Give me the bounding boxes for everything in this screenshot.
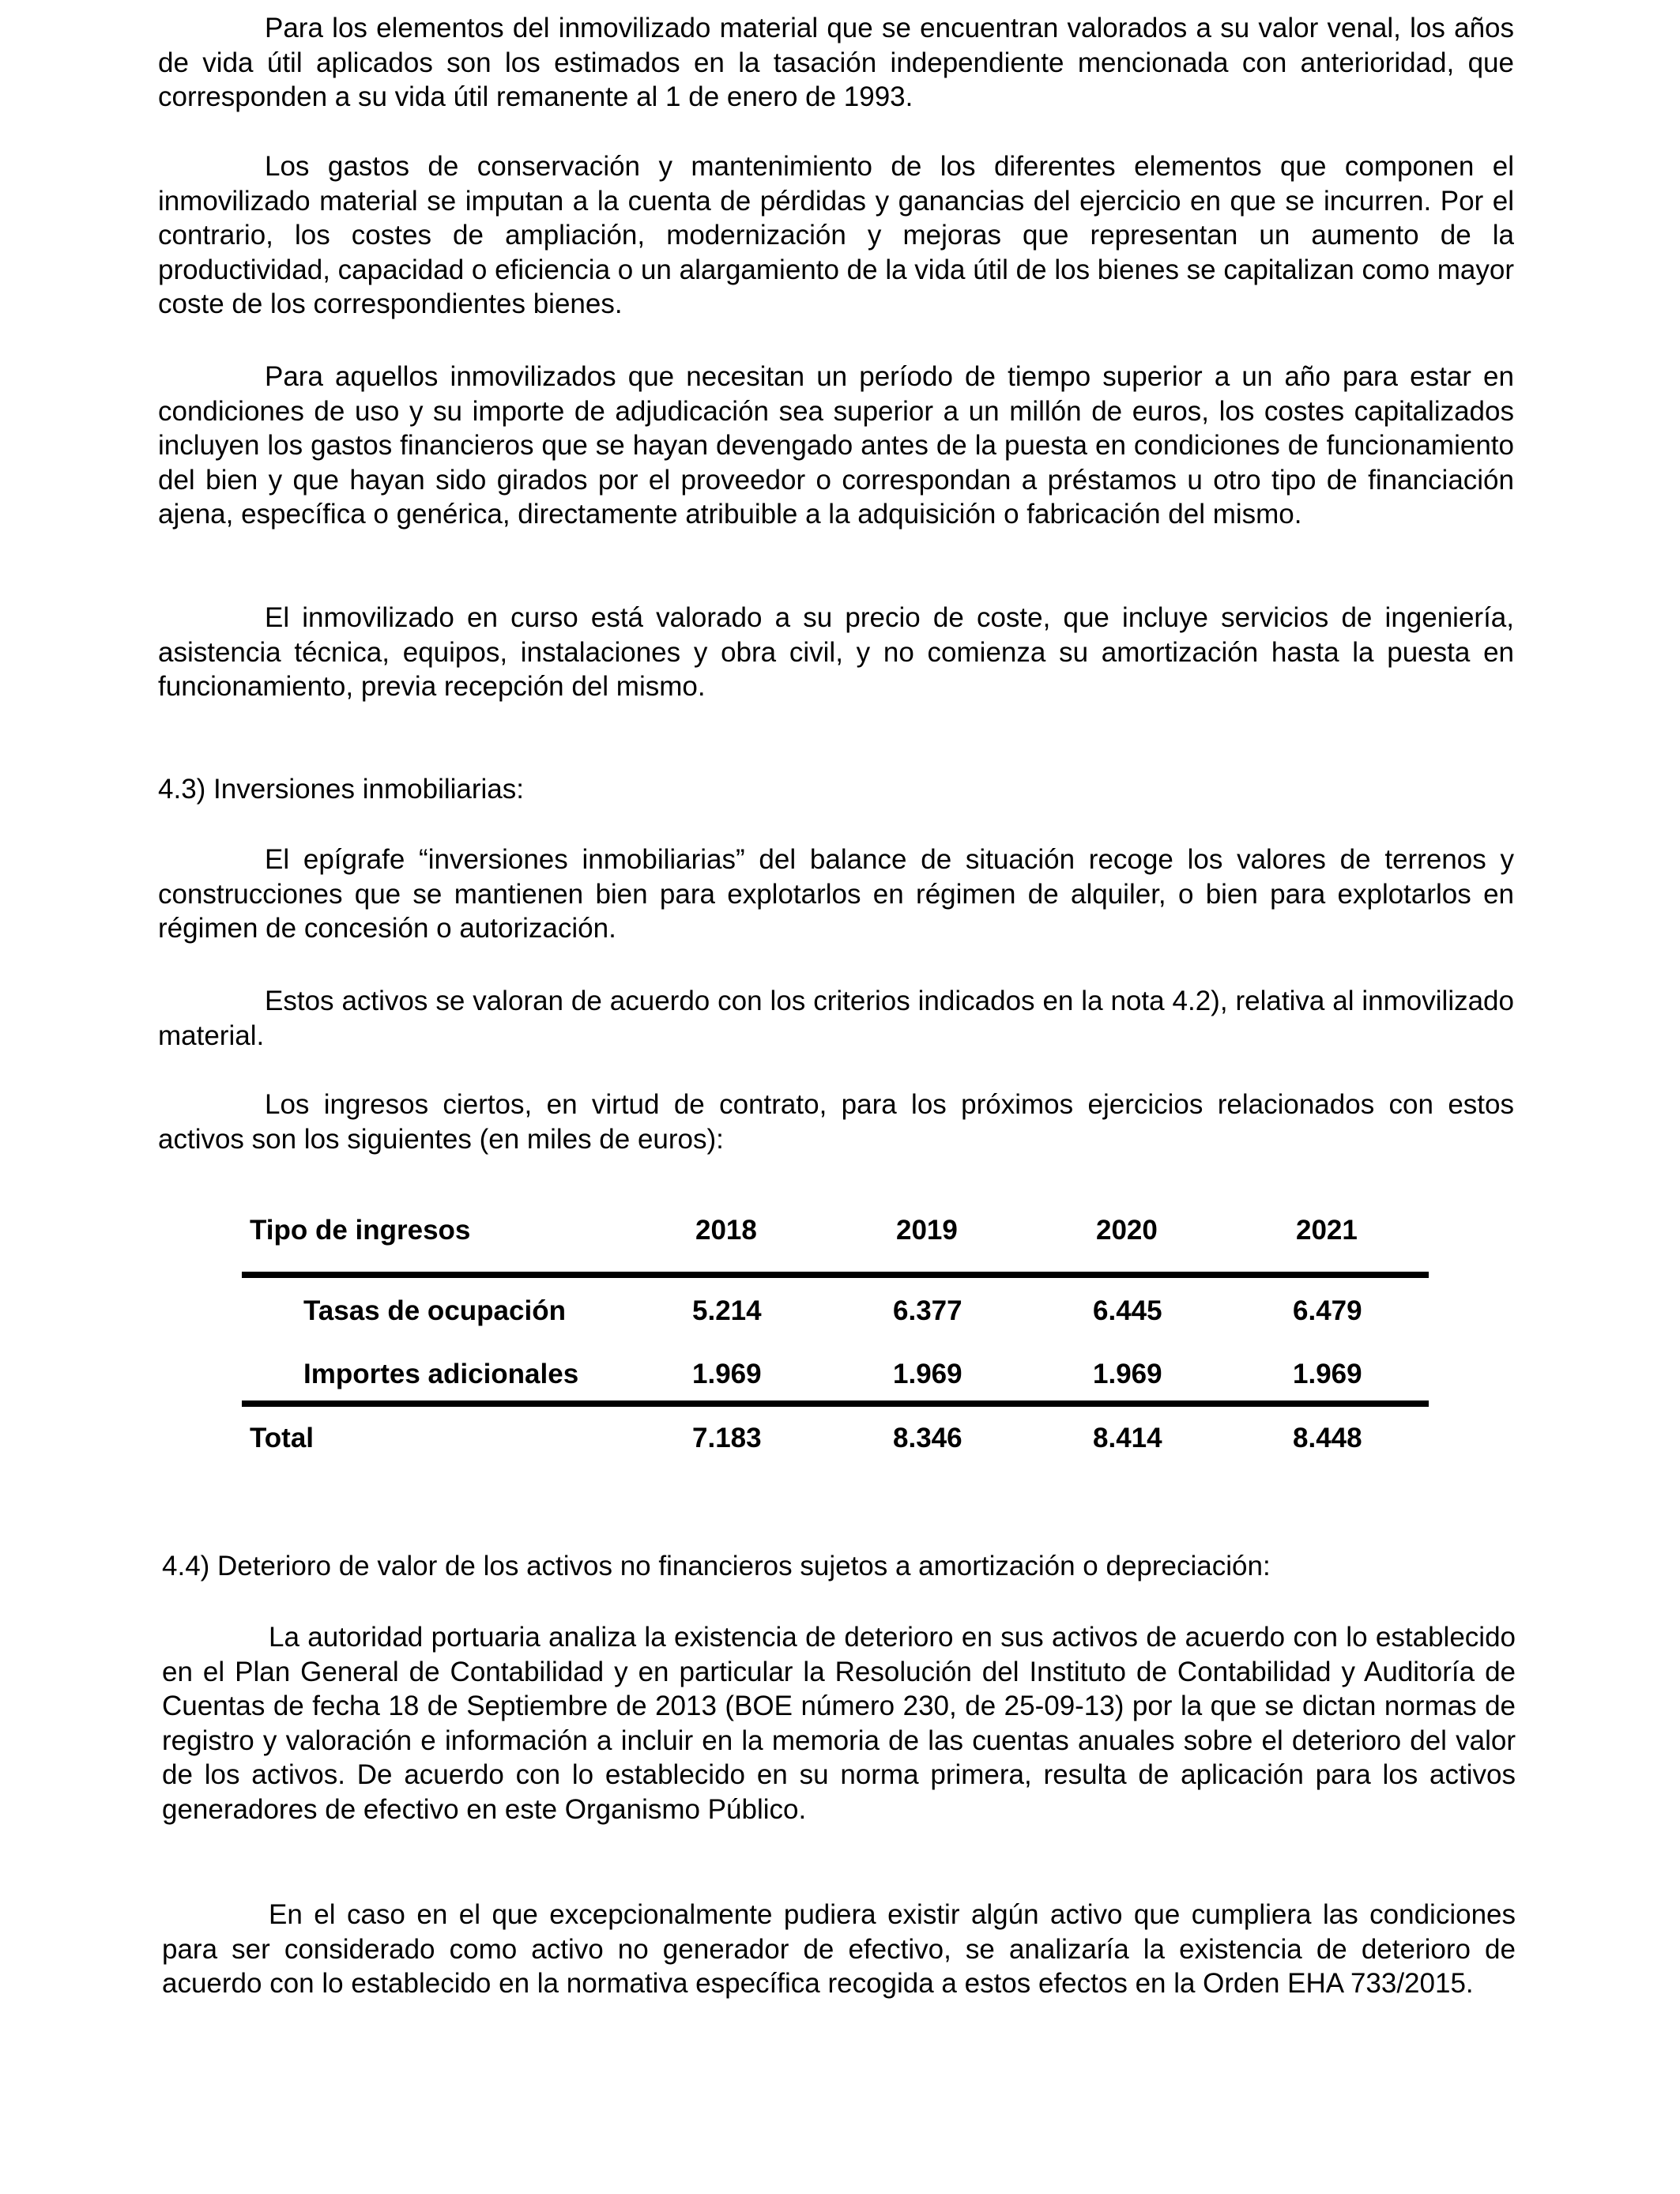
header-year-2019: 2019	[896, 1215, 958, 1246]
section-heading-4-4: 4.4) Deterioro de valor de los activos no financieros sujetos a amortización o depreciación:	[162, 1551, 1271, 1581]
header-tipo-ingresos: Tipo de ingresos	[250, 1215, 471, 1246]
header-year-2020: 2020	[1096, 1215, 1158, 1246]
table-cell: 6.377	[893, 1295, 962, 1326]
table-cell: 6.479	[1293, 1295, 1362, 1326]
row-label-tasas-ocupacion: Tasas de ocupación	[303, 1295, 566, 1326]
header-year-2021: 2021	[1296, 1215, 1358, 1246]
paragraph-inmovilizado-en-curso: El inmovilizado en curso está valorado a su precio de coste, que incluye servicios de ingeniería, asistencia técnica, equipos, instalaciones y obra civil, y no comienza su amortización hasta la puesta en funcionamiento, previa recepción del mismo.	[158, 602, 1514, 703]
table-cell: 1.969	[1293, 1359, 1362, 1389]
table-cell: 8.414	[1093, 1423, 1162, 1453]
table-header-row	[242, 1213, 1429, 1248]
paragraph-autoridad-portuaria: La autoridad portuaria analiza la existencia de deterioro en sus activos de acuerdo con lo establecido en el Plan General de Contabilidad y en particular la Resolución del Instituto de Contabilidad y Auditoría de Cuentas de fecha 18 de Septiembre de 2013 (BOE número 230, de 25-09-13) por la que se dictan normas de registro y valoración e información a incluir en la memoria de las cuentas anuales sobre el deterioro del valor de los activos. De acuerdo con lo establecido en su norma primera, resulta de aplicación para los activos generadores de efectivo en este Organismo Público.	[162, 1622, 1516, 1825]
table-cell: 1.969	[1093, 1359, 1162, 1389]
paragraph-activo-no-generador: En el caso en el que excepcionalmente pudiera existir algún activo que cumpliera las condiciones para ser considerado como activo no generador de efectivo, se analizaría la existencia de deterioro de acuerdo con lo establecido en la normativa específica recogida a estos efectos en la Orden EHA 733/2015.	[162, 1899, 1516, 2000]
table-cell: 5.214	[692, 1295, 762, 1326]
paragraph-ingresos-ciertos: Los ingresos ciertos, en virtud de contrato, para los próximos ejercicios relacionados con estos activos son los siguientes (en miles de euros):	[158, 1089, 1514, 1155]
paragraph-gastos-conservacion: Los gastos de conservación y mantenimiento de los diferentes elementos que componen el inmovilizado material se imputan a la cuenta de pérdidas y ganancias del ejercicio en que se incurren. Por el contrario, los costes de ampliación, modernización y mejoras que representan un aumento de la productividad, capacidad o eficiencia o un alargamiento de la vida útil de los bienes se capitalizan como mayor coste de los correspondientes bienes.	[158, 151, 1515, 320]
row-label-importes-adicionales: Importes adicionales	[303, 1359, 579, 1389]
row-label-total: Total	[250, 1423, 315, 1453]
table-cell: 6.445	[1093, 1295, 1162, 1326]
table-total-rule	[242, 1400, 1429, 1407]
table-cell: 1.969	[893, 1359, 962, 1389]
paragraph-vida-util: Para los elementos del inmovilizado material que se encuentran valorados a su valor venal, los años de vida útil aplicados son los estimados en la tasación independiente mencionada con anterioridad, que corresponden a su vida útil remanente al 1 de enero de 1993.	[158, 13, 1514, 113]
paragraph-epigrafe-inversiones: El epígrafe “inversiones inmobiliarias” del balance de situación recoge los valores de terrenos y construcciones que se mantienen bien para explotarlos en régimen de alquiler, o bien para explotarlos en régimen de concesión o autorización.	[158, 844, 1514, 944]
paragraph-costes-capitalizados: Para aquellos inmovilizados que necesitan un período de tiempo superior a un año para estar en condiciones de uso y su importe de adjudicación sea superior a un millón de euros, los costes capitalizados incluyen los gastos financieros que se hayan devengado antes de la puesta en condiciones de funcionamiento del bien y que hayan sido girados por el proveedor o correspondan a préstamos u otro tipo de financiación ajena, específica o genérica, directamente atribuible a la adquisición o fabricación del mismo.	[158, 361, 1514, 530]
table-total-row	[242, 1421, 1429, 1456]
table-cell: 8.346	[893, 1423, 962, 1453]
table-row	[242, 1294, 1429, 1329]
table-row	[242, 1357, 1429, 1392]
table-cell: 7.183	[692, 1423, 762, 1453]
table-header-rule	[242, 1272, 1429, 1278]
section-heading-4-3: 4.3) Inversiones inmobiliarias:	[158, 774, 524, 805]
table-cell: 1.969	[692, 1359, 762, 1389]
header-year-2018: 2018	[695, 1215, 757, 1246]
paragraph-valoracion-activos: Estos activos se valoran de acuerdo con los criterios indicados en la nota 4.2), relativa al inmovilizado material.	[158, 986, 1514, 1051]
table-cell: 8.448	[1293, 1423, 1362, 1453]
